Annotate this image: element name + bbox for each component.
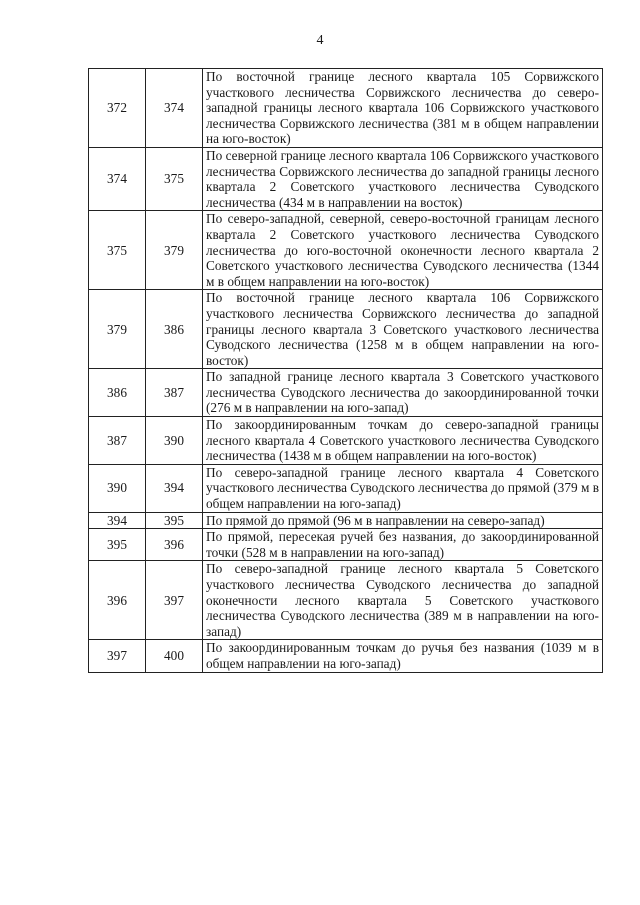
boundary-description-table [88, 68, 603, 673]
point-from: 374 [89, 147, 146, 210]
point-from: 390 [89, 464, 146, 512]
point-to: 386 [146, 290, 203, 369]
point-to: 400 [146, 640, 203, 672]
table-row [89, 147, 603, 210]
point-from: 397 [89, 640, 146, 672]
table-row [89, 69, 603, 148]
point-to: 395 [146, 512, 203, 529]
point-to: 375 [146, 147, 203, 210]
boundary-description: По закоординированным точкам до ручья без названия (1039 м в общем направлении на юго-запад) [203, 640, 603, 672]
table-row [89, 529, 603, 561]
point-from: 386 [89, 369, 146, 417]
boundary-description: По закоординированным точкам до северо-западной границы лесного квартала 4 Советского участкового лесничества Суводского лесничества (1438 м в общем направлении на юго-восток) [203, 417, 603, 465]
point-from: 375 [89, 211, 146, 290]
boundary-description: По восточной границе лесного квартала 106 Сорвижского участкового лесничества Сорвижского лесничества до западной границы лесного квартала 3 Советского участкового лесничества Суводского лесничества (1258 м в общем направлении на юго-восток) [203, 290, 603, 369]
table-row [89, 640, 603, 672]
point-from: 394 [89, 512, 146, 529]
point-to: 390 [146, 417, 203, 465]
boundary-description: По прямой до прямой (96 м в направлении на северо-запад) [203, 512, 603, 529]
point-to: 397 [146, 561, 203, 640]
point-to: 396 [146, 529, 203, 561]
point-from: 395 [89, 529, 146, 561]
table-row [89, 211, 603, 290]
table-row [89, 290, 603, 369]
boundary-description: По северо-западной границе лесного квартала 4 Советского участкового лесничества Суводского лесничества до прямой (379 м в общем направлении на юго-запад) [203, 464, 603, 512]
boundary-description: По северо-западной, северной, северо-восточной границам лесного квартала 2 Советского участкового лесничества Суводского лесничества до юго-восточной оконечности лесного квартала 2 Советского участкового лесничества Суводского лесничества (1344 м в общем направлении на юго-восток) [203, 211, 603, 290]
boundary-description: По северо-западной границе лесного квартала 5 Советского участкового лесничества Суводского лесничества до западной оконечности лесного квартала 5 Советского участкового лесничества Суводского лесничества (389 м в направлении на юго-запад) [203, 561, 603, 640]
table-row [89, 464, 603, 512]
point-from: 372 [89, 69, 146, 148]
point-to: 387 [146, 369, 203, 417]
page-number: 4 [316, 33, 324, 48]
table-row [89, 561, 603, 640]
table-row [89, 369, 603, 417]
point-from: 396 [89, 561, 146, 640]
boundary-description: По восточной границе лесного квартала 105 Сорвижского участкового лесничества Сорвижского лесничества до северо-западной границы лесного квартала 106 Сорвижского участкового лесничества Сорвижского лесничества (381 м в общем направлении на юго-восток) [203, 69, 603, 148]
boundary-description: По прямой, пересекая ручей без названия, до закоординированной точки (528 м в направлении на юго-запад) [203, 529, 603, 561]
point-from: 379 [89, 290, 146, 369]
point-from: 387 [89, 417, 146, 465]
table-row [89, 512, 603, 529]
table-row [89, 417, 603, 465]
point-to: 379 [146, 211, 203, 290]
boundary-description: По западной границе лесного квартала 3 Советского участкового лесничества Суводского лесничества до закоординированной точки (276 м в направлении на юго-запад) [203, 369, 603, 417]
boundary-description: По северной границе лесного квартала 106 Сорвижского участкового лесничества Сорвижского лесничества до западной границы лесного квартала 2 Советского участкового лесничества Суводского лесничества (434 м в направлении на восток) [203, 147, 603, 210]
point-to: 374 [146, 69, 203, 148]
point-to: 394 [146, 464, 203, 512]
